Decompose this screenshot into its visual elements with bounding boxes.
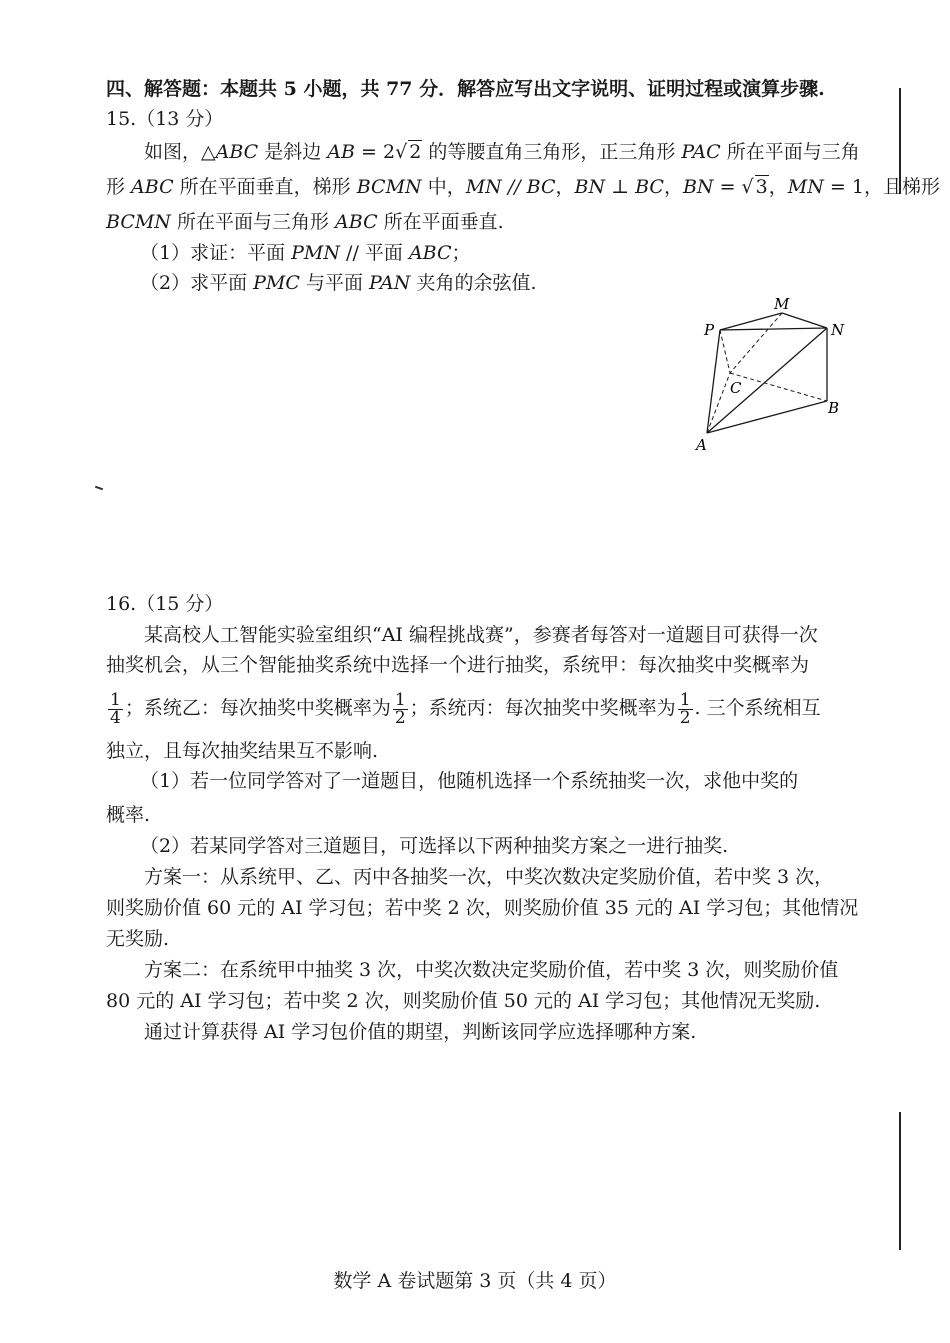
q15-p1d: ABC [408,242,452,264]
q16-number: 16.（15 分） [106,593,224,615]
q16-plan1-line-1: 方案一：从系统甲、乙、丙中各抽奖一次，中奖次数决定奖励价值，若中奖 3 次， [144,866,834,888]
section-heading: 四、解答题：本题共 5 小题，共 77 分．解答应写出文字说明、证明过程或演算步骤. [106,78,825,100]
q15-line-1 [144,139,860,165]
edge-PN [720,328,827,330]
edge-PC [720,330,730,373]
edge-PM [720,313,782,330]
q16-part-2: （2）若某同学答对三道题目，可选择以下两种抽奖方案之一进行抽奖. [140,835,729,857]
q15-l2o: = 1，且梯形 [823,176,940,198]
q16-l3a: ；系统乙：每次抽奖中奖概率为 [124,697,391,719]
edge-MN [782,313,827,328]
q15-l2j: BN [682,176,714,198]
q15-p1a: （1）求证：平面 [140,242,292,264]
label-C: C [730,379,742,397]
q15-part-2 [140,270,537,296]
q15-l1b: ABC [215,141,259,163]
frac3-den: 2 [679,707,691,728]
q15-p2d: PAN [369,272,411,294]
frac2-num: 1 [394,689,406,710]
q15-p2c: 与平面 [299,272,370,294]
q15-l2i: ， [663,176,683,198]
q15-l2m: ， [768,176,788,198]
q15-l1f: 2 [409,141,422,163]
q15-l2h: BN ⊥ BC [574,176,664,198]
q15-l1i: 所在平面与三角 [720,141,860,163]
q15-l2l: 3 [755,176,768,198]
q16-l3c: . 三个系统相互 [694,697,821,719]
q16-ending: 通过计算获得 AI 学习包价值的期望，判断该同学应选择哪种方案. [144,1021,697,1043]
fraction-1-4 [108,689,123,728]
fraction-1-2-a [393,689,408,728]
q15-p2a: （2）求平面 [140,272,254,294]
q15-l2e: 中， [421,176,466,198]
q15-l3a: BCMN [106,211,171,233]
q15-line-3 [106,209,504,235]
frac1-num: 1 [110,689,121,710]
q15-l1a: 如图，△ [144,141,216,163]
q15-l2n: MN [787,176,824,198]
q15-part-1 [140,240,471,266]
q15-p1c: // 平面 [340,242,409,264]
q15-l2d: BCMN [356,176,422,198]
q15-l1g: 的等腰直角三角形，正三角形 [422,141,682,163]
q16-plan1-line-3: 无奖励. [106,928,170,950]
q15-l3d: 所在平面垂直. [377,211,504,233]
q16-plan2-line-1: 方案二：在系统甲中抽奖 3 次，中奖次数决定奖励价值，若中奖 3 次，则奖励价值 [144,959,839,981]
label-A: A [696,436,707,454]
q15-l3c: ABC [335,211,378,233]
q15-number: 15.（13 分） [106,108,224,130]
q15-l2g: ， [555,176,575,198]
label-P: P [704,321,715,339]
q16-line-2: 抽奖机会，从三个智能抽奖系统中选择一个进行抽奖，系统甲：每次抽奖中奖概率为 [106,654,810,676]
q16-part-1-line-2: 概率. [106,804,151,826]
q15-p1b: PMN [291,242,341,264]
q15-l1d: AB [327,141,355,163]
sqrt-sign-2: √ [741,176,754,198]
fraction-1-2-b [678,689,693,728]
q15-l2f: MN // BC [465,176,556,198]
frac1-den: 4 [110,707,121,728]
q15-l2k: = [713,176,742,198]
label-N: N [831,321,845,339]
q15-l1e: = 2 [354,141,396,163]
edge-MC [730,313,782,373]
frac2-den: 2 [394,707,406,728]
frac3-num: 1 [679,689,691,710]
q15-p2b: PMC [253,272,300,294]
page-footer: 数学 A 卷试题第 3 页（共 4 页） [333,1270,617,1292]
q15-line-2 [106,174,940,200]
q15-l3b: 所在平面与三角形 [170,211,336,233]
q15-l1h: PAC [681,141,721,163]
q16-line-1: 某高校人工智能实验室组织“AI 编程挑战赛”，参赛者每答对一道题目可获得一次 [144,624,818,646]
q15-l1c: 是斜边 [258,141,328,163]
q15-p1e: ； [451,242,471,264]
label-B: B [828,399,840,417]
q15-l2c: 所在平面垂直，梯形 [173,176,357,198]
q16-line-4: 独立，且每次抽奖结果互不影响. [106,740,379,762]
stray-mark [95,486,103,491]
edge-CB [730,373,827,401]
q15-p2e: 夹角的余弦值. [410,272,537,294]
q16-l3b: ；系统丙：每次抽奖中奖概率为 [409,697,676,719]
q16-line-3 [106,684,821,732]
sqrt-sign: √ [395,141,408,163]
q15-l2b: ABC [131,176,174,198]
q16-part-1-line-1: （1）若一位同学答对了一道题目，他随机选择一个系统抽奖一次，求他中奖的 [140,770,799,792]
q16-plan1-line-2: 则奖励价值 60 元的 AI 学习包；若中奖 2 次，则奖励价值 35 元的 AI 学习包；其他情况 [106,897,859,919]
q16-plan2-line-2: 80 元的 AI 学习包；若中奖 2 次，则奖励价值 50 元的 AI 学习包；其他情况无奖励. [106,990,821,1012]
margin-mark-bottom [899,1112,901,1250]
q15-figure [690,295,870,455]
edge-PA [707,330,720,433]
label-M: M [774,295,790,313]
q15-l2a: 形 [106,176,132,198]
